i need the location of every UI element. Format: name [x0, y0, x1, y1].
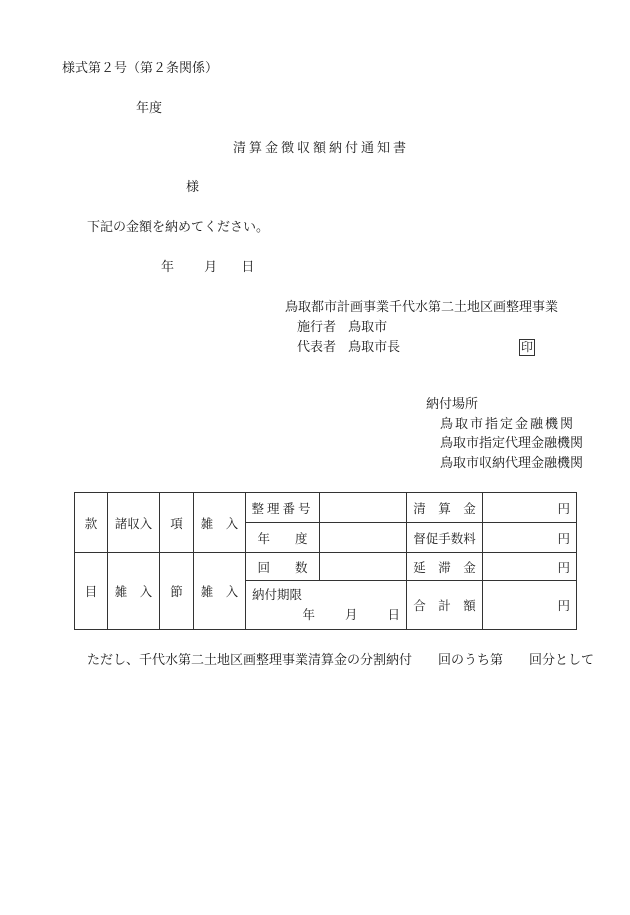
payment-place-3: 鳥取市収納代理金融機関: [440, 456, 584, 471]
issue-date-day: 日: [241, 260, 255, 275]
kigen-year: 年: [302, 607, 315, 622]
document-title: 清算金徴収額納付通知書: [233, 141, 410, 156]
executor-name: 鳥取市: [348, 320, 388, 335]
request-text: 下記の金額を納めてください。: [87, 220, 270, 235]
kou-value: 雑 入: [194, 493, 246, 553]
issuer-project: 鳥取都市計画事業千代水第二土地区画整理事業: [285, 300, 559, 315]
representative-name: 鳥取市長: [348, 340, 401, 355]
issuer-executor: [297, 320, 387, 336]
seal-box: 印: [521, 340, 534, 354]
seal-mark: [519, 339, 535, 356]
goukei-label: 合 計 額: [407, 581, 483, 630]
entaikin-label: 延 滞 金: [407, 553, 483, 581]
tokusoku-label: 督促手数料: [407, 523, 483, 553]
kou-label: 項: [160, 493, 194, 553]
moku-value: 雑 入: [108, 553, 160, 630]
tokusoku-amount: 円: [483, 523, 577, 553]
table-row: [75, 493, 577, 523]
moku-label: 目: [75, 553, 108, 630]
nofu-kigen-date: [302, 605, 400, 623]
footer-note: ただし、千代水第二土地区画整理事業清算金の分割納付 回のうち第 回分として: [87, 653, 595, 668]
executor-label: 施行者: [297, 320, 337, 335]
payment-place-1: 鳥取市指定金融機関: [440, 417, 576, 432]
seisankin-label: 清 算 金: [407, 493, 483, 523]
nofu-kigen-cell: [246, 581, 407, 630]
kigen-month: 月: [344, 607, 358, 622]
kigen-day: 日: [387, 607, 400, 622]
issuer-representative: [297, 340, 400, 356]
kan-label: 款: [75, 493, 108, 553]
kan-value: 諸収入: [108, 493, 160, 553]
seiri-bango-value: [320, 493, 407, 523]
entaikin-amount: 円: [483, 553, 577, 581]
issue-date: [161, 260, 254, 276]
payment-place-2: 鳥取市指定代理金融機関: [440, 436, 584, 451]
seiri-bango-label: 整理番号: [246, 493, 320, 523]
table-row: [75, 553, 577, 581]
issue-date-year: 年: [161, 260, 175, 275]
seisankin-amount: 円: [483, 493, 577, 523]
setsu-value: 雑 入: [194, 553, 246, 630]
kaisuu-label: 回 数: [246, 553, 320, 581]
form-number: 様式第２号（第２条関係）: [62, 61, 219, 76]
fiscal-year-label: 年度: [136, 101, 163, 116]
kaisuu-value: [320, 553, 407, 581]
representative-label: 代表者: [297, 340, 337, 355]
nendo-value: [320, 523, 407, 553]
addressee-suffix: 様: [186, 180, 200, 195]
nofu-kigen-label: 納付期限: [252, 587, 303, 602]
goukei-amount: 円: [483, 581, 577, 630]
setsu-label: 節: [160, 553, 194, 630]
issue-date-month: 月: [204, 260, 218, 275]
payment-table: [74, 492, 577, 630]
nendo-label: 年 度: [246, 523, 320, 553]
payment-place-label: 納付場所: [426, 397, 479, 412]
